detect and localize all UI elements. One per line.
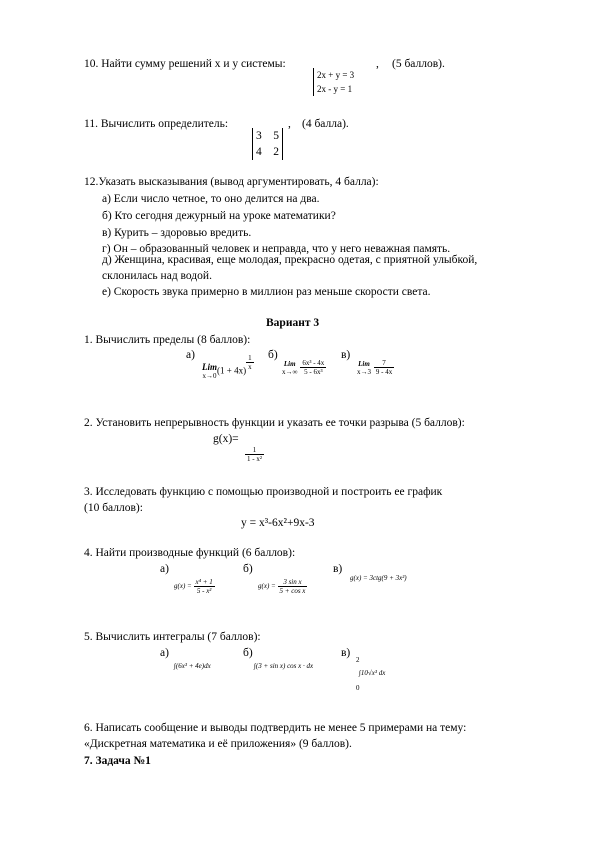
lim-word: Lim: [202, 362, 217, 372]
q1-limit-c: [357, 359, 394, 376]
q10-system: [313, 68, 354, 96]
q1-limit-a: [202, 354, 254, 380]
q12-item: в) Курить – здоровью вредить.: [102, 227, 252, 239]
det-cell: 4: [256, 146, 262, 158]
lim-word: Lim: [283, 359, 296, 368]
q10-comma: ,: [376, 58, 379, 70]
lim-word: Lim: [358, 359, 370, 368]
frac-den: 1 - x²: [247, 455, 262, 463]
q12-item: д) Женщина, красивая, еще молодая, прекрасно одетая, с приятной улыбкой,: [102, 254, 478, 266]
q11-comma: ,: [288, 118, 291, 130]
q5-expr-c: ∫10√x³ dx: [359, 669, 386, 677]
q5-label-a: а): [160, 647, 169, 659]
det-cell: 3: [256, 130, 262, 142]
frac-den: 9 - 4x: [375, 368, 393, 376]
q5-text: 5. Вычислить интегралы (7 баллов):: [84, 631, 261, 643]
variant-heading: Вариант 3: [266, 317, 320, 329]
q4-label-b: б): [243, 563, 253, 575]
q1-label-a: а): [186, 349, 195, 361]
q10-points: (5 баллов).: [392, 58, 445, 70]
expr-lhs: g(x) =: [174, 582, 192, 591]
q12-item: б) Кто сегодня дежурный на уроке математики?: [102, 210, 336, 222]
lim-expr: (1 + 4x): [217, 365, 247, 376]
q1-label-c: в): [341, 349, 351, 361]
lim-sub: x→0: [202, 372, 217, 380]
q5-upper-limit: 2: [356, 656, 360, 664]
q5-label-b: б): [243, 647, 253, 659]
frac-num: x⁴ + 1: [195, 578, 213, 586]
q12-item: г) Он – образованный человек и неправда, что у него неважная память.: [102, 243, 451, 255]
q4-expr-b: [258, 578, 307, 595]
q6-text2: «Дискретная математика и её приложения» (9 баллов).: [84, 738, 352, 750]
det-cell: 2: [273, 146, 279, 158]
q10-eq1: 2x + y = 3: [317, 70, 355, 80]
q2-text: 2. Установить непрерывность функции и указать ее точки разрыва (5 баллов):: [84, 417, 465, 429]
q11-points: (4 балла).: [302, 118, 349, 130]
q1-limit-b: [282, 359, 326, 376]
q12-text: 12.Указать высказывания (вывод аргументировать, 4 балла):: [84, 176, 379, 188]
q1-label-b: б): [268, 349, 278, 361]
frac-den: 5 + cos x: [279, 587, 306, 595]
q3-text: 3. Исследовать функцию с помощью производной и построить ее график: [84, 486, 443, 498]
exp-den: x: [248, 363, 252, 371]
q4-label-c: в): [333, 563, 343, 575]
q5-expr-a: ∫(6x³ + 4e)dx: [174, 662, 211, 670]
lim-sub: x→∞: [282, 367, 298, 376]
q11-determinant: [252, 128, 283, 160]
q12-item: е) Скорость звука примерно в миллион раз меньше скорости света.: [102, 286, 431, 298]
lim-sub: x→3: [357, 367, 371, 376]
exp-num: 1: [248, 354, 252, 362]
q6-text: 6. Написать сообщение и выводы подтвердить не менее 5 примерами на тему:: [84, 722, 467, 734]
q3-text2: (10 баллов):: [84, 502, 143, 514]
q2-fraction: [245, 446, 264, 463]
q4-label-a: а): [160, 563, 169, 575]
q12-item: а) Если число четное, то оно делится на два.: [102, 193, 320, 205]
q4-text: 4. Найти производные функций (6 баллов):: [84, 547, 296, 559]
det-cell: 5: [273, 130, 279, 142]
frac-num: 3 sin x: [278, 578, 308, 587]
expr-lhs: g(x) =: [258, 582, 276, 591]
frac-den: 5 - 6x³: [304, 368, 323, 376]
q11-text: 11. Вычислить определитель:: [84, 118, 229, 130]
q10-eq2: 2x - y = 1: [317, 84, 353, 94]
q5-label-c: в): [341, 647, 351, 659]
q1-text: 1. Вычислить пределы (8 баллов):: [84, 334, 251, 346]
q5-expr-b: ∫(3 + sin x) cos x · dx: [254, 662, 314, 670]
q10-text: 10. Найти сумму решений x и y системы:: [84, 58, 286, 70]
frac-num: 1: [245, 446, 264, 455]
frac-num: 7: [374, 359, 394, 368]
q4-expr-a: [174, 578, 215, 595]
frac-den: 5 - x²: [196, 587, 212, 595]
q4-expr-c: g(x) = 3ctg(9 + 3x²): [350, 574, 407, 582]
q3-formula: y = x³-6x²+9x-3: [241, 517, 315, 529]
q2-lhs: g(x)=: [213, 433, 239, 445]
q12-item: склонилась над водой.: [102, 270, 212, 282]
q5-lower-limit: 0: [356, 684, 360, 692]
q7-text: 7. Задача №1: [84, 755, 151, 767]
frac-num: 6x³ - 4x: [302, 359, 325, 367]
